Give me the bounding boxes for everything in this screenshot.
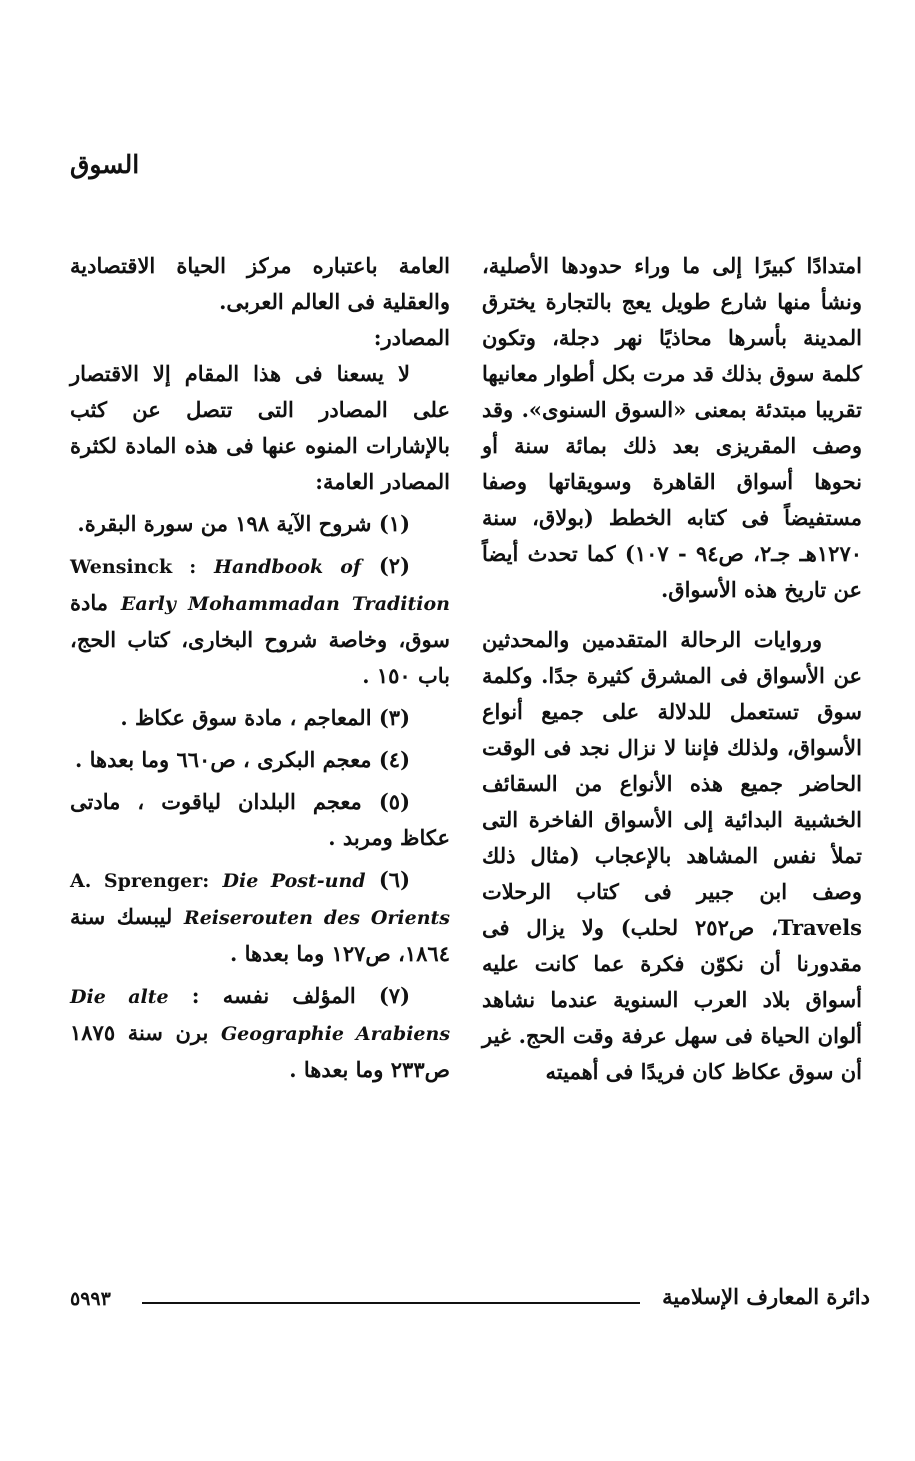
publication-title: دائرة المعارف الإسلامية xyxy=(662,1284,870,1309)
reference-author: A. Sprenger: xyxy=(70,870,210,892)
reference-number: (٢) xyxy=(378,553,410,578)
reference-detail: برن سنة ١٨٧٥ ص٢٣٣ وما بعدها . xyxy=(70,1020,450,1082)
reference-prefix: (٧) المؤلف نفسه : xyxy=(191,983,410,1008)
intro-paragraph: العامة باعتباره مركز الحياة الاقتصادية والعقلية فى العالم العربى. xyxy=(70,253,450,314)
reference-item xyxy=(70,862,450,972)
reference-title: Handbook of Early Mohammadan Tradition xyxy=(120,556,450,615)
reference-item xyxy=(70,978,450,1088)
sources-intro: لا يسعنا فى هذا المقام إلا الاقتصار على المصادر التى تتصل عن كثب بالإشارات المنوه عنها فى هذه المادة لكثرة المصادر العامة: xyxy=(70,361,450,494)
reference-item xyxy=(70,548,450,694)
reference-author: Wensinck : xyxy=(70,556,197,578)
reference-item: (٤) معجم البكرى ، ص٦٦٠ وما بعدها . xyxy=(74,747,410,772)
reference-detail: ليبسك سنة ١٨٦٤، ص١٢٧ وما بعدها . xyxy=(70,904,450,966)
running-header-title: السوق xyxy=(70,150,140,179)
page-number: ٥٩٩٣ xyxy=(70,1288,111,1310)
sources-heading: المصادر: xyxy=(373,325,450,350)
reference-title: Die alte Geographie Arabiens xyxy=(70,986,451,1045)
right-column xyxy=(482,248,862,1090)
reference-detail: مادة سوق، وخاصة شروح البخارى، كتاب الحج، باب ١٥٠ . xyxy=(70,590,450,688)
reference-item: (١) شروح الآية ١٩٨ من سورة البقرة. xyxy=(77,511,410,536)
footer-rule xyxy=(142,1302,640,1304)
page-footer xyxy=(70,1284,870,1324)
reference-item: (٥) معجم البلدان لياقوت ، مادتى عكاظ ومربد . xyxy=(70,789,450,850)
reference-number: (٦) xyxy=(378,867,411,892)
reference-item: (٣) المعاجم ، مادة سوق عكاظ . xyxy=(120,705,410,730)
body-paragraph: وروايات الرحالة المتقدمين والمحدثين عن الأسواق فى المشرق كثيرة جدًا. وكلمة سوق تستعمل للدلالة على جميع أنواع الأسواق، ولذلك فإننا لا نزال نجد فى الوقت الحاضر جميع هذه الأنواع من السقائف الخشبية البدائية إلى الأسواق الفاخرة التى تملأ نفس المشاهد بالإعجاب (مثال ذلك وصف ابن جبير فى كتاب الرحلات Travels، ص٢٥٢ لحلب) ولا يزال فى مقدورنا أن نكوّن فكرة عما كانت عليه أسواق بلاد العرب السنوية عندما نشاهد ألوان الحياة فى سهل عرفة وقت الحج. غير أن سوق عكاظ كان فريدًا فى أهميته xyxy=(482,627,863,1084)
left-column xyxy=(70,248,450,1088)
reference-title: Die Post-und Reiserouten des Orients xyxy=(183,870,450,929)
body-paragraph: امتدادًا كبيرًا إلى ما وراء حدودها الأصلية، ونشأ منها شارع طويل يعج بالتجارة يخترق المدينة بأسرها محاذيًا نهر دجلة، وتكون كلمة سوق بذلك قد مرت بكل أطوار معانيها تقريبا مبتدئة بمعنى «السوق السنوى». وقد وصف المقريزى بعد ذلك بمائة سنة أو نحوها أسواق القاهرة وسويقاتها وصفا مستفيضاً فى كتابه الخطط (بولاق، سنة ١٢٧٠هـ جـ٢، ص٩٤ - ١٠٧) كما تحدث أيضاً عن تاريخ هذه الأسواق. xyxy=(482,253,863,602)
